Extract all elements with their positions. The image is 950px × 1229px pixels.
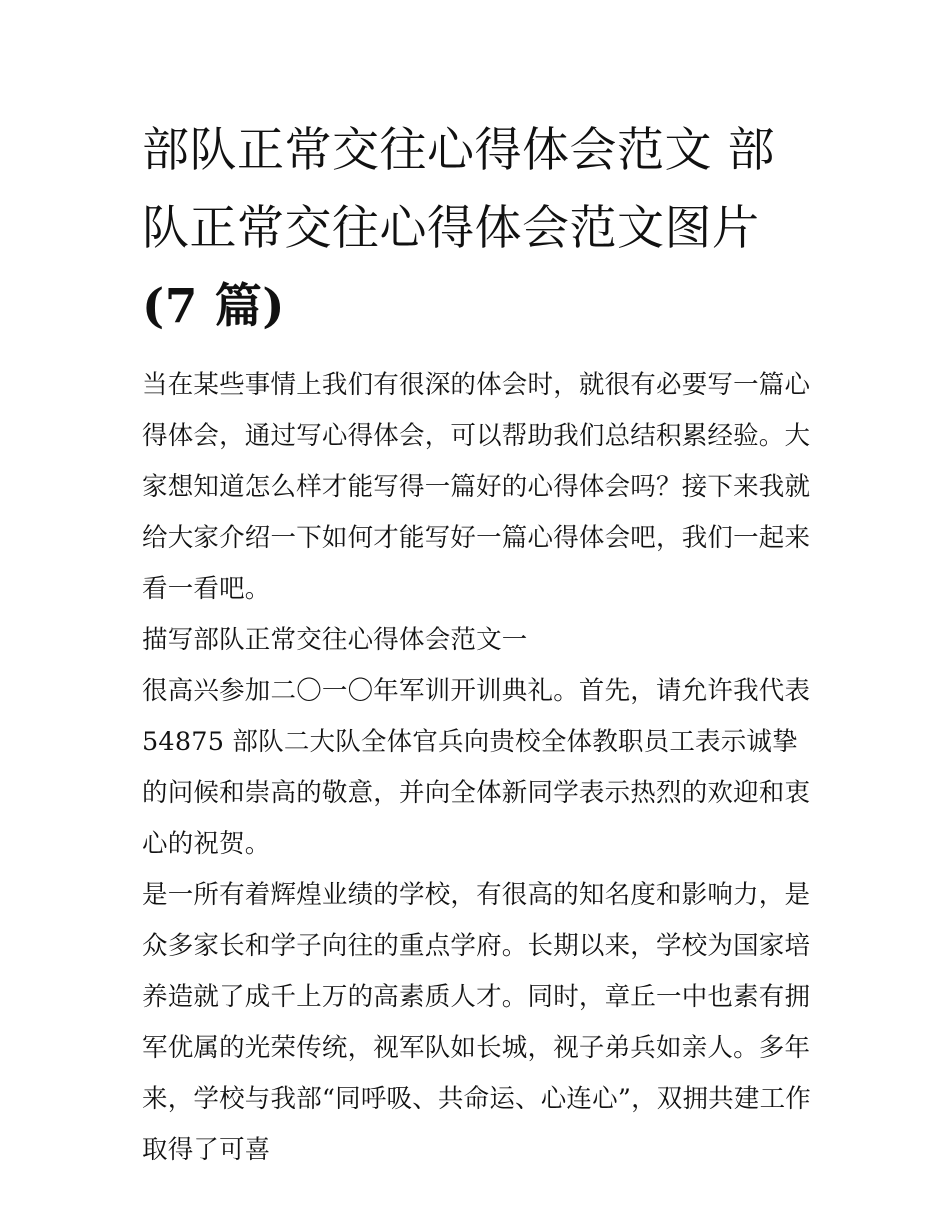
document-page bbox=[142, 112, 814, 1176]
intro-paragraph: 当在某些事情上我们有很深的体会时，就很有必要写一篇心得体会，通过写心得体会，可以帮助我们总结积累经验。大家想知道怎么样才能写得一篇好的心得体会吗？接下来我就给大家介绍一下如何才能写好一篇心得体会吧，我们一起来看一看吧。 bbox=[142, 370, 811, 604]
title-line-3: (7 篇) bbox=[142, 279, 286, 334]
document-title bbox=[142, 112, 814, 346]
title-line-2: 队正常交往心得体会范文图片 bbox=[142, 201, 760, 256]
body-paragraph: 是一所有着辉煌业绩的学校，有很高的知名度和影响力，是众多家长和学子向往的重点学府。长期以来，学校为国家培养造就了成千上万的高素质人才。同时，章丘一中也素有拥军优属的光荣传统，视军队如长城，视子弟兵如亲人。多年来，学校与我部“同呼吸、共命运、心连心”，双拥共建工作取得了可喜 bbox=[142, 880, 811, 1165]
body-paragraph: 很高兴参加二〇一〇年军训开训典礼。首先，请允许我代表 54875 部队二大队全体官兵向贵校全体教职员工表示诚挚的问候和崇高的敬意，并向全体新同学表示热烈的欢迎和衷心的祝贺。 bbox=[142, 676, 811, 859]
section-heading: 描写部队正常交往心得体会范文一 bbox=[142, 625, 528, 655]
title-line-1: 部队正常交往心得体会范文 部 bbox=[142, 123, 775, 178]
